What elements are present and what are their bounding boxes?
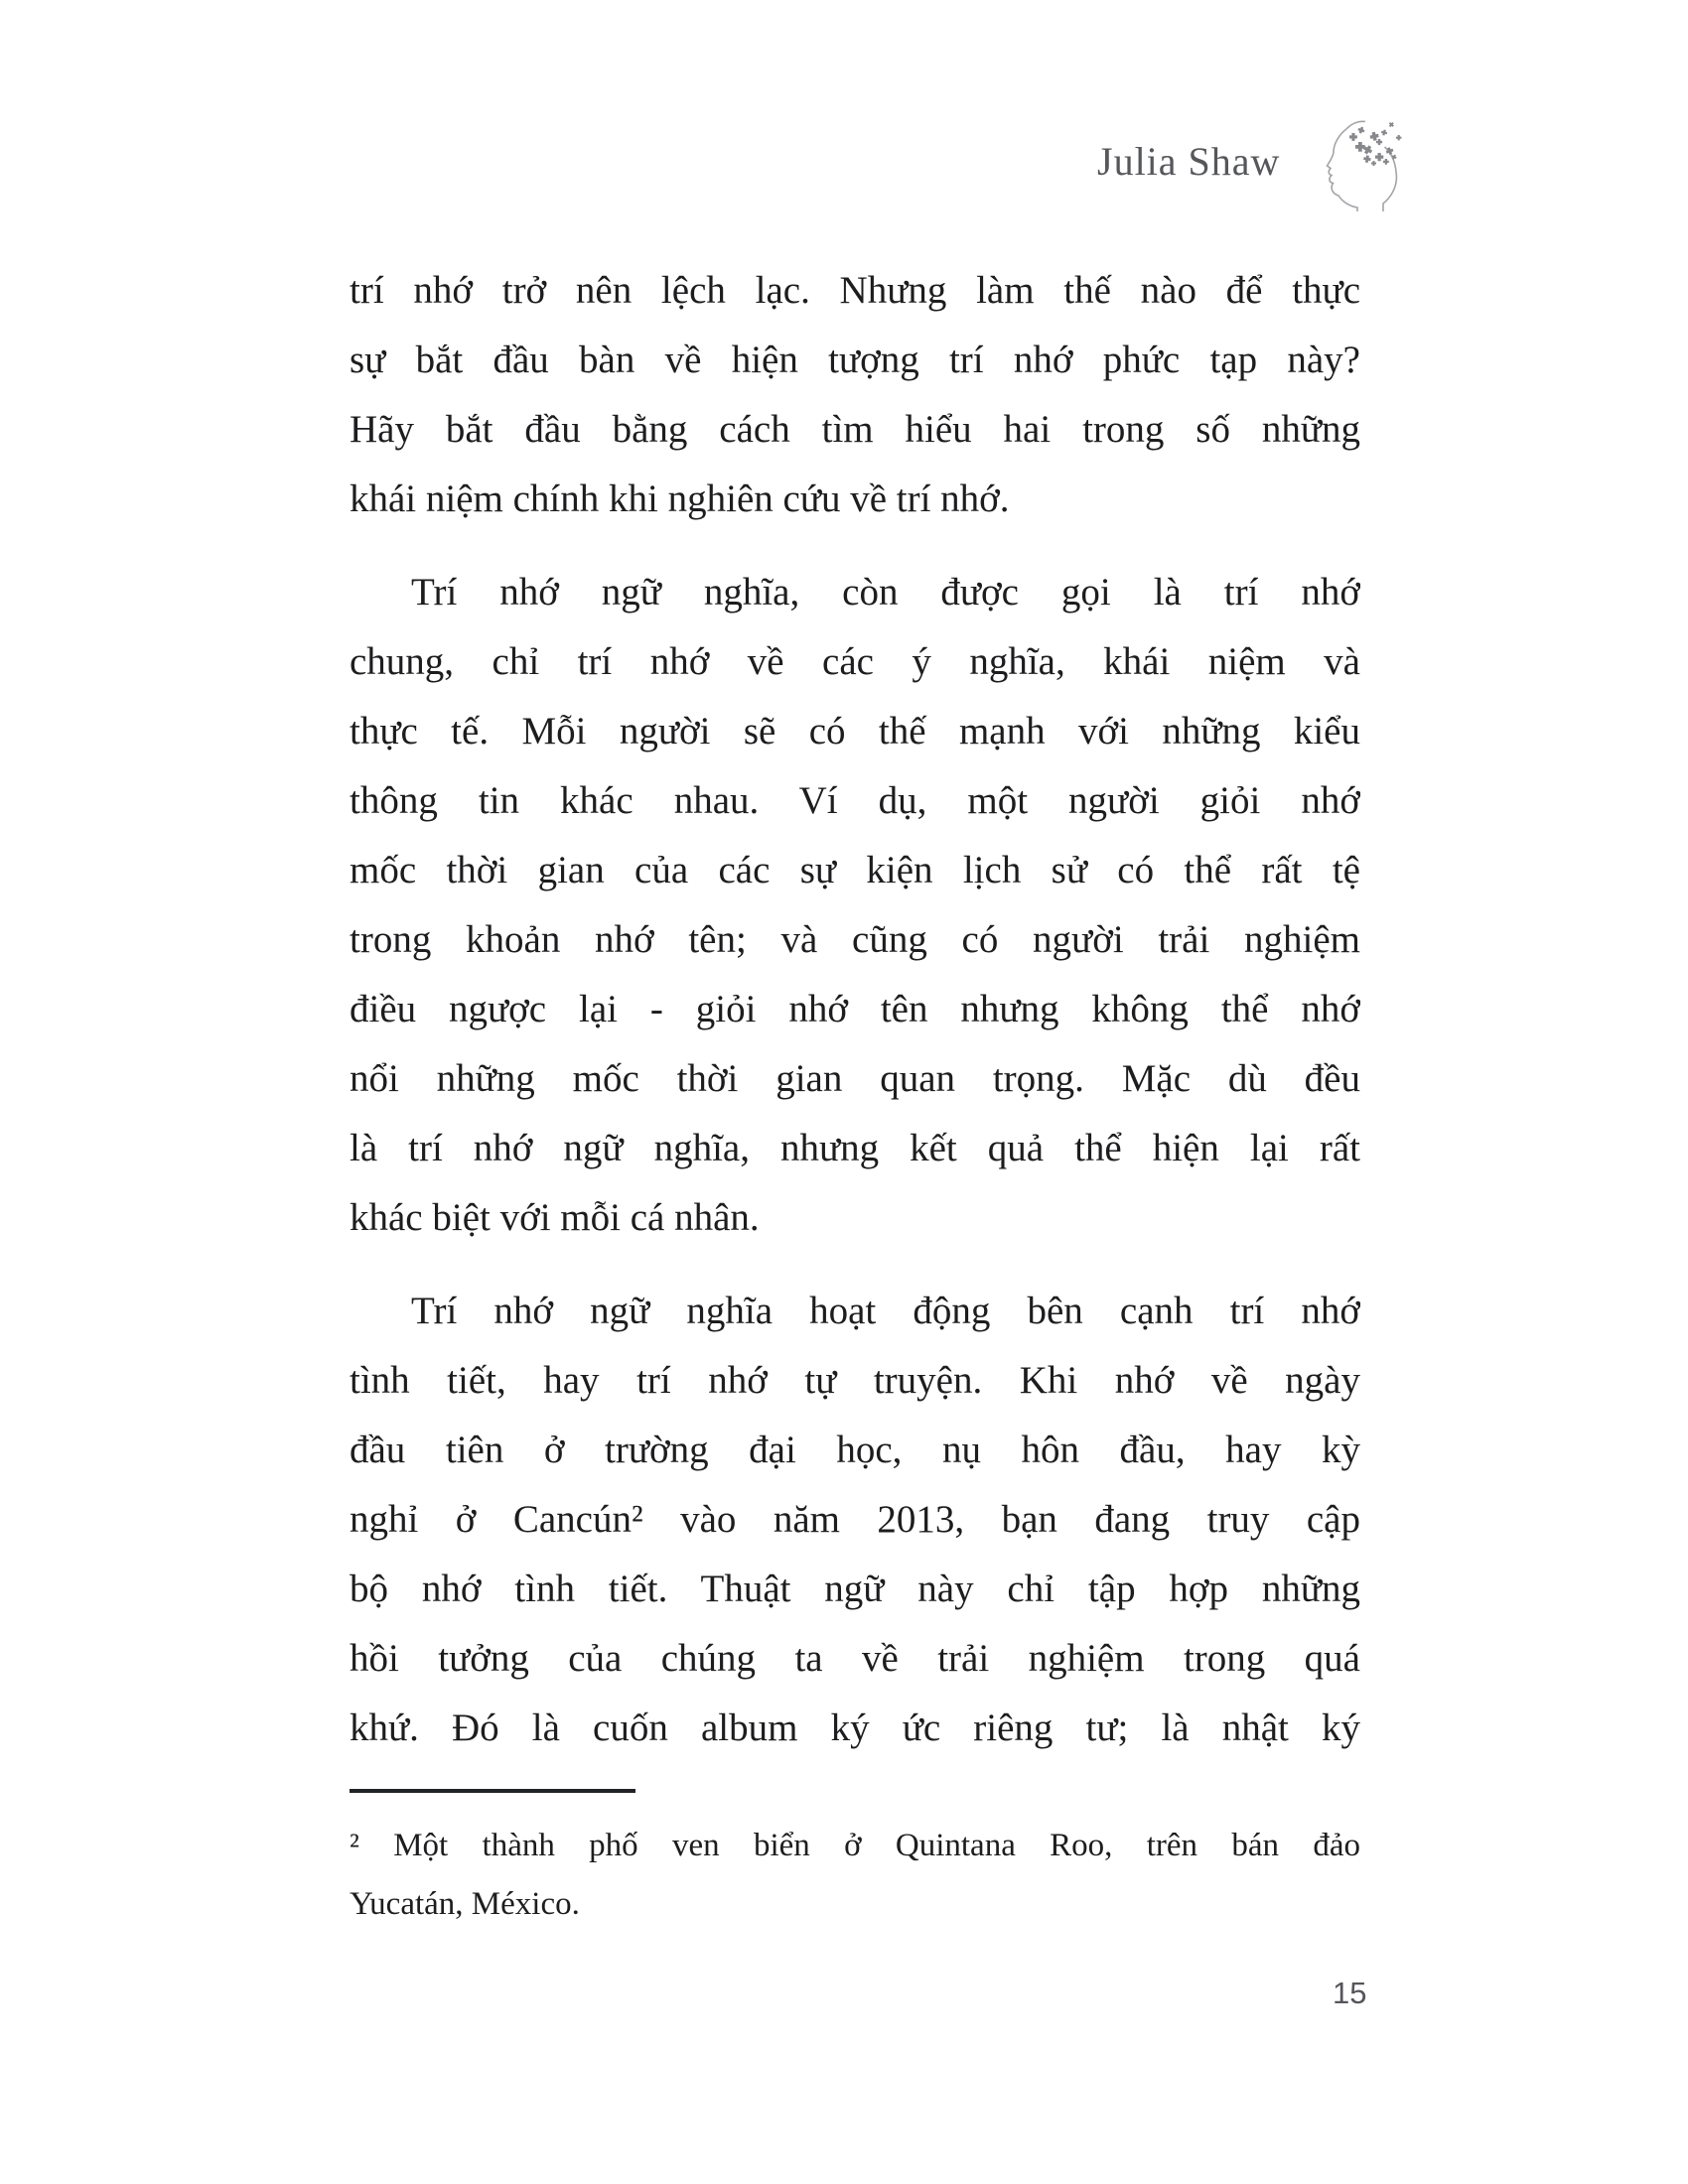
head-fragments-icon [1314,111,1403,212]
text-line: trong khoản nhớ tên; và cũng có người trải nghiệm [350,918,1360,961]
text-line: ² Một thành phố ven biển ở Quintana Roo, trên bán đảo [350,1828,1360,1863]
text-line: đầu tiên ở trường đại học, nụ hôn đầu, hay kỳ [350,1429,1360,1471]
text-line: thông tin khác nhau. Ví dụ, một người giỏi nhớ [350,779,1360,822]
text-line: mốc thời gian của các sự kiện lịch sử có thể rất tệ [350,849,1360,891]
text-line: Trí nhớ ngữ nghĩa hoạt động bên cạnh trí nhớ [411,1290,1360,1332]
text-line: chung, chỉ trí nhớ về các ý nghĩa, khái niệm và [350,640,1360,683]
text-line: sự bắt đầu bàn về hiện tượng trí nhớ phức tạp này? [350,339,1360,381]
paragraph [350,1277,1360,1763]
page-number: 15 [1333,1976,1367,2010]
footnote-rule [350,1789,635,1793]
text-line: Yucatán, México. [350,1886,580,1922]
text-line: nổi những mốc thời gian quan trọng. Mặc dù đều [350,1057,1360,1100]
text-line: tình tiết, hay trí nhớ tự truyện. Khi nhớ về ngày [350,1359,1360,1402]
text-line: hồi tưởng của chúng ta về trải nghiệm trong quá [350,1637,1360,1680]
text-column [350,256,1360,1934]
text-line: khứ. Đó là cuốn album ký ức riêng tư; là nhật ký [350,1706,1360,1749]
text-line: nghỉ ở Cancún² vào năm 2013, bạn đang truy cập [350,1498,1360,1541]
text-line: trí nhớ trở nên lệch lạc. Nhưng làm thế nào để thực [350,269,1360,312]
paragraph [350,256,1360,534]
text-line: là trí nhớ ngữ nghĩa, nhưng kết quả thể hiện lại rất [350,1127,1360,1169]
paragraph [350,558,1360,1253]
text-line: thực tế. Mỗi người sẽ có thế mạnh với những kiểu [350,710,1360,752]
page-header [1097,111,1403,212]
text-line: khác biệt với mỗi cá nhân. [350,1196,760,1239]
text-line: Trí nhớ ngữ nghĩa, còn được gọi là trí nhớ [411,571,1360,614]
paragraphs [350,256,1360,1763]
footnote [350,1817,1360,1934]
text-line: điều ngược lại - giỏi nhớ tên nhưng không thể nhớ [350,988,1360,1030]
text-line: khái niệm chính khi nghiên cứu về trí nhớ. [350,478,1010,520]
text-line: Hãy bắt đầu bằng cách tìm hiểu hai trong số những [350,408,1360,451]
text-line: bộ nhớ tình tiết. Thuật ngữ này chỉ tập hợp những [350,1568,1360,1610]
running-head-author: Julia Shaw [1097,139,1281,184]
